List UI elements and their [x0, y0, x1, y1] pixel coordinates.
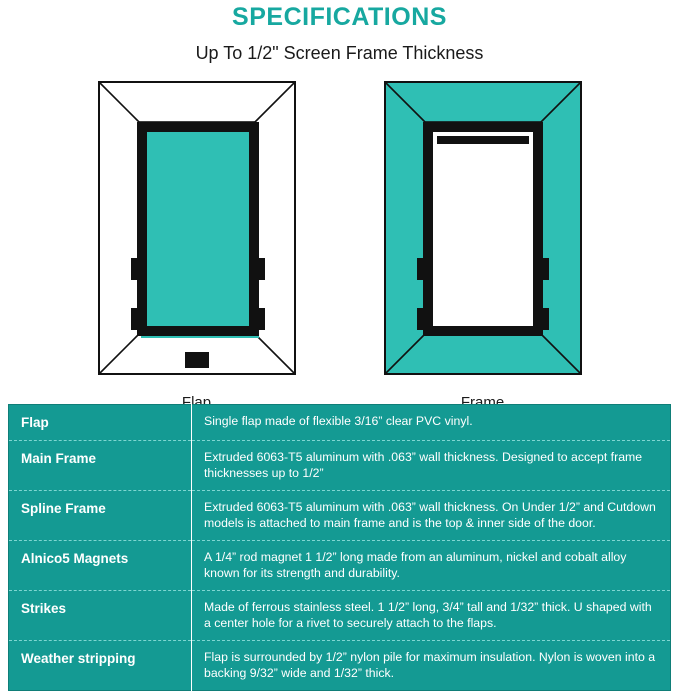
- specifications-table: [8, 404, 671, 691]
- frame-diagram-block: [383, 80, 583, 411]
- spec-description: A 1/4” rod magnet 1 1/2” long made from an aluminum, nickel and cobalt alloy known for its strength and durability.: [192, 541, 671, 591]
- table-row: [9, 441, 671, 491]
- flap-caption: Flap: [181, 394, 212, 411]
- spec-description: Extruded 6063-T5 aluminum with .063” wall thickness. On Under 1/2” and Cutdown models is attached to main frame and is the top & inner side of the door.: [192, 491, 671, 541]
- flap-diagram: [97, 80, 297, 376]
- page-subtitle: Up To 1/2" Screen Frame Thickness: [195, 43, 484, 63]
- table-row: [9, 591, 671, 641]
- table-row: [9, 405, 671, 441]
- spec-description: Flap is surrounded by 1/2” nylon pile for maximum insulation. Nylon is woven into a backing 9/32” wide and 1/32” thick.: [204, 650, 656, 680]
- frame-caption: Frame: [460, 394, 505, 411]
- frame-diagram: [383, 80, 583, 376]
- spec-description: Single flap made of flexible 3/16” clear PVC vinyl.: [192, 405, 671, 441]
- spec-term: Main Frame: [9, 441, 192, 491]
- flap-diagram-block: [97, 80, 297, 411]
- table-row: [9, 641, 671, 691]
- table-row: [9, 541, 671, 591]
- page-title: SPECIFICATIONS: [232, 3, 447, 31]
- table-row: [9, 491, 671, 541]
- spec-description: Extruded 6063-T5 aluminum with .063” wall thickness. Designed to accept frame thicknesses up to 1/2”: [192, 441, 671, 491]
- spec-term: Weather stripping: [9, 641, 192, 691]
- spec-term: Alnico5 Magnets: [9, 541, 192, 591]
- spec-term: Strikes: [9, 591, 192, 641]
- diagram-row: [0, 80, 679, 411]
- spec-description: Made of ferrous stainless steel. 1 1/2” long, 3/4” tall and 1/32” thick. U shaped with a center hole for a rivet to securely attach to the flaps.: [192, 591, 671, 641]
- spec-term: Spline Frame: [9, 491, 192, 541]
- table-body: [9, 405, 671, 691]
- spec-term: Flap: [9, 405, 192, 441]
- page-header: [0, 2, 679, 64]
